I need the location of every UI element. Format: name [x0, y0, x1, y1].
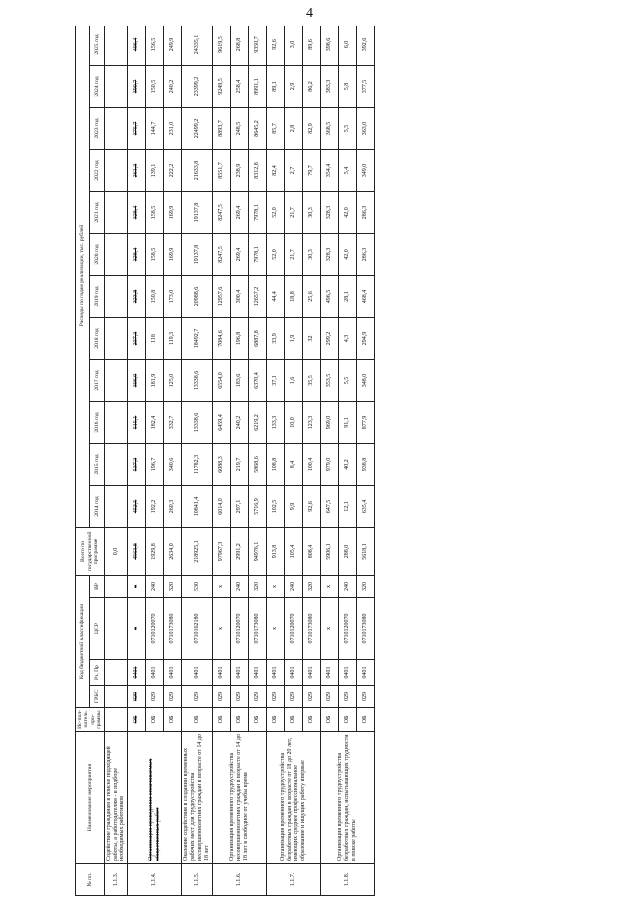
cell-total: 1929,8: [146, 528, 164, 576]
cell-year-value: 196,8: [230, 318, 248, 360]
cell-year-value: 468,4: [356, 276, 374, 318]
cell-year-value: 377,5: [356, 66, 374, 108]
cell-year-value: 86,2: [302, 66, 320, 108]
cell-executor: ОБ: [182, 708, 213, 732]
cell-year-value: 635,4: [356, 486, 374, 528]
budget-table: [75, 26, 375, 896]
cell-vr: x: [266, 576, 284, 598]
cell-year-value: 21633,8: [182, 150, 213, 192]
cell-year-value: 363,0: [356, 108, 374, 150]
cell-year-value: 6014,0: [212, 486, 230, 528]
cell-year-value: 300,4: [230, 276, 248, 318]
cell-grbs: 029: [146, 686, 164, 708]
cell-grbs: 029: [356, 686, 374, 708]
cell-year-value: 158,5: [146, 192, 164, 234]
row-name: Организация временного трудоустройства безработных граждан в возрасте от 18 до 20 лет, имеющих среднее профессиональное образование и ищущих работу впервые: [266, 732, 320, 864]
cell-total: 5906,1: [320, 528, 338, 576]
cell-executor: ОБ: [320, 708, 338, 732]
cell-year-value: 18492,7: [182, 318, 213, 360]
cell-year-value: 9249,5: [212, 66, 230, 108]
cell-year-value: [104, 486, 128, 528]
cell-year-value: 452,5: [128, 486, 146, 528]
cell-year-value: 268,8: [230, 26, 248, 66]
cell-total: 288,0: [338, 528, 356, 576]
cell-year-value: 297,1: [230, 486, 248, 528]
cell-year-value: 496,5: [320, 276, 338, 318]
cell-year-value: 12657,2: [248, 276, 266, 318]
cell-total: 218925,1: [182, 528, 213, 576]
cell-year-value: 6554,0: [212, 360, 230, 402]
cell-year-value: 5,4: [338, 150, 356, 192]
cell-year-value: 8991,1: [248, 66, 266, 108]
cell-year-value: 2,9: [284, 66, 302, 108]
cell-year-value: 19137,8: [182, 234, 213, 276]
cell-year-value: 10841,4: [182, 486, 213, 528]
table-row: [182, 26, 213, 896]
cell-year-value: 332,7: [164, 402, 182, 444]
cell-year-value: 30,3: [302, 192, 320, 234]
cell-year-value: 82,9: [302, 108, 320, 150]
cell-year-value: 196,7: [146, 444, 164, 486]
cell-year-value: [104, 276, 128, 318]
cell-year-value: 156,5: [146, 26, 164, 66]
cell-executor: ОБ: [284, 708, 302, 732]
cell-year-value: 100,4: [302, 444, 320, 486]
cell-year-value: 219,7: [230, 444, 248, 486]
header-executor: Ис-пол-нитель про-граммы: [76, 708, 105, 732]
cell-total: 97967,3: [212, 528, 230, 576]
cell-rz-pr: 0401: [212, 660, 230, 686]
cell-year-value: 24335,1: [182, 26, 213, 66]
cell-total: 2991,2: [230, 528, 248, 576]
cell-year-value: 8312,8: [248, 150, 266, 192]
row-number: 1.1.7.: [266, 864, 320, 896]
cell-csr: 0710173080: [356, 598, 374, 660]
header-year: 2016 год: [90, 402, 104, 444]
cell-csr: 0710173080: [302, 598, 320, 660]
cell-year-value: 375,7: [128, 108, 146, 150]
cell-year-value: 119,3: [164, 318, 182, 360]
cell-year-value: 139,1: [146, 150, 164, 192]
cell-year-value: 89,1: [266, 66, 284, 108]
cell-year-value: 353,5: [320, 360, 338, 402]
cell-grbs: 029: [320, 686, 338, 708]
cell-year-value: 6459,4: [212, 402, 230, 444]
cell-year-value: 5,8: [338, 66, 356, 108]
header-year: 2020 год: [90, 234, 104, 276]
cell-total: 808,4: [302, 528, 320, 576]
cell-year-value: 44,4: [266, 276, 284, 318]
cell-year-value: 3,0: [284, 26, 302, 66]
cell-year-value: 306,9: [128, 360, 146, 402]
cell-vr: 320: [164, 576, 182, 598]
cell-total: 5618,1: [356, 528, 374, 576]
cell-year-value: 5868,6: [248, 444, 266, 486]
row-number: 1.1.5.: [182, 864, 213, 896]
cell-year-value: 13338,6: [182, 402, 213, 444]
cell-year-value: [104, 318, 128, 360]
cell-rz-pr: 0401: [338, 660, 356, 686]
cell-year-value: 52,0: [266, 192, 284, 234]
cell-year-value: 40,2: [338, 444, 356, 486]
cell-year-value: 169,9: [164, 192, 182, 234]
header-year: 2023 год: [90, 108, 104, 150]
cell-total: 2634,0: [164, 528, 182, 576]
cell-year-value: 299,2: [320, 318, 338, 360]
cell-year-value: 37,1: [266, 360, 284, 402]
cell-year-value: [104, 108, 128, 150]
cell-year-value: 537,3: [128, 444, 146, 486]
cell-executor: ОБ: [266, 708, 284, 732]
cell-csr: 0710120070: [230, 598, 248, 660]
page-number: 4: [306, 6, 313, 21]
cell-year-value: 12957,6: [212, 276, 230, 318]
cell-csr: 0710162180: [182, 598, 213, 660]
cell-year-value: 392,6: [356, 26, 374, 66]
cell-rz-pr: 0401: [284, 660, 302, 686]
cell-grbs: 029: [302, 686, 320, 708]
cell-year-value: 328,4: [128, 192, 146, 234]
cell-year-value: 5716,9: [248, 486, 266, 528]
cell-total: 0,0: [104, 528, 128, 576]
cell-year-value: 249,9: [164, 26, 182, 66]
header-total: Всего по государственной программе: [76, 528, 105, 576]
cell-year-value: [104, 66, 128, 108]
cell-csr: x: [320, 598, 338, 660]
header-vr: ВР: [90, 576, 104, 598]
cell-year-value: 125,0: [164, 360, 182, 402]
cell-grbs: 029: [338, 686, 356, 708]
cell-executor: ОБ: [230, 708, 248, 732]
cell-total: 4563,8: [128, 528, 146, 576]
cell-year-value: [104, 234, 128, 276]
cell-year-value: 240,2: [230, 402, 248, 444]
cell-csr: x: [266, 598, 284, 660]
row-name: Содействие гражданам в поиске подходящей работы, а работодателям - в подборе необходимых работников: [104, 732, 128, 864]
cell-total: 913,8: [266, 528, 284, 576]
cell-year-value: 118: [146, 318, 164, 360]
header-expenses: Расходы по годам реализации, тыс. рублей: [76, 26, 90, 528]
cell-executor: ОБ: [128, 708, 146, 732]
cell-year-value: 260,3: [164, 486, 182, 528]
cell-year-value: 237,3: [128, 318, 146, 360]
cell-year-value: 969,0: [320, 402, 338, 444]
cell-year-value: 89,6: [302, 26, 320, 66]
cell-executor: ОБ: [248, 708, 266, 732]
cell-rz-pr: 0401: [182, 660, 213, 686]
cell-year-value: 2,8: [284, 108, 302, 150]
cell-executor: ОБ: [302, 708, 320, 732]
cell-year-value: 231,0: [164, 108, 182, 150]
cell-executor: [104, 708, 128, 732]
cell-executor: ОБ: [338, 708, 356, 732]
cell-vr: x: [128, 576, 146, 598]
header-rz-pr: Рз, Пр: [90, 660, 104, 686]
cell-year-value: 877,9: [356, 402, 374, 444]
cell-year-value: 192,2: [146, 486, 164, 528]
cell-executor: ОБ: [356, 708, 374, 732]
cell-grbs: 029: [266, 686, 284, 708]
cell-csr: 0710120070: [146, 598, 164, 660]
cell-year-value: 7084,6: [212, 318, 230, 360]
cell-vr: 320: [248, 576, 266, 598]
cell-year-value: 348,0: [356, 360, 374, 402]
cell-year-value: 6887,8: [248, 318, 266, 360]
cell-year-value: 286,3: [356, 192, 374, 234]
cell-year-value: 11782,3: [182, 444, 213, 486]
cell-rz-pr: 0401: [248, 660, 266, 686]
cell-year-value: 938,8: [356, 444, 374, 486]
cell-year-value: 144,7: [146, 108, 164, 150]
cell-year-value: 92,6: [302, 486, 320, 528]
cell-year-value: 2,7: [284, 150, 302, 192]
cell-year-value: 158,5: [146, 234, 164, 276]
cell-year-value: 368,5: [320, 108, 338, 150]
cell-csr: 0710120070: [338, 598, 356, 660]
cell-executor: ОБ: [212, 708, 230, 732]
cell-year-value: 33,9: [266, 318, 284, 360]
cell-year-value: [104, 444, 128, 486]
cell-year-value: 8247,5: [212, 192, 230, 234]
cell-year-value: 8551,7: [212, 150, 230, 192]
cell-grbs: 029: [128, 686, 146, 708]
cell-year-value: 398,6: [320, 26, 338, 66]
header-grbs: ГРБС: [90, 686, 104, 708]
cell-csr: 0710120070: [284, 598, 302, 660]
cell-year-value: 21,7: [284, 192, 302, 234]
cell-vr: 240: [284, 576, 302, 598]
cell-year-value: 28,1: [338, 276, 356, 318]
cell-year-value: 91,1: [338, 402, 356, 444]
cell-year-value: 32: [302, 318, 320, 360]
cell-year-value: 82,4: [266, 150, 284, 192]
row-number: 1.1.4.: [128, 864, 182, 896]
header-year: 2025 год: [90, 26, 104, 66]
cell-executor: ОБ: [146, 708, 164, 732]
table-row: [320, 26, 338, 896]
cell-year-value: 979,0: [320, 444, 338, 486]
cell-year-value: 123,3: [302, 402, 320, 444]
cell-rz-pr: 0401: [128, 660, 146, 686]
cell-year-value: [104, 192, 128, 234]
table-row: [128, 26, 146, 896]
cell-year-value: [104, 26, 128, 66]
cell-year-value: 4,3: [338, 318, 356, 360]
cell-executor: ОБ: [164, 708, 182, 732]
cell-year-value: 5,5: [338, 360, 356, 402]
table-row: [212, 26, 230, 896]
row-number: 1.1.8.: [320, 864, 374, 896]
header-year: 2018 год: [90, 318, 104, 360]
cell-year-value: 349,0: [356, 150, 374, 192]
cell-year-value: 269,4: [230, 192, 248, 234]
cell-year-value: 12,1: [338, 486, 356, 528]
cell-year-value: 181,9: [146, 360, 164, 402]
cell-year-value: 7978,1: [248, 192, 266, 234]
cell-rz-pr: 0401: [266, 660, 284, 686]
cell-year-value: 108,8: [266, 444, 284, 486]
cell-year-value: 6370,4: [248, 360, 266, 402]
cell-total: 94976,1: [248, 528, 266, 576]
cell-csr: [104, 598, 128, 660]
rotated-table-wrapper: [75, 26, 615, 896]
cell-year-value: 328,3: [320, 234, 338, 276]
cell-year-value: 25,6: [302, 276, 320, 318]
cell-year-value: 647,5: [320, 486, 338, 528]
cell-vr: 240: [230, 576, 248, 598]
cell-year-value: 30,3: [302, 234, 320, 276]
cell-year-value: 515,1: [128, 402, 146, 444]
cell-year-value: 10,0: [284, 402, 302, 444]
cell-grbs: 029: [284, 686, 302, 708]
cell-grbs: 029: [248, 686, 266, 708]
header-budget-code: Код бюджетной классификации: [76, 576, 90, 708]
cell-year-value: 42,0: [338, 234, 356, 276]
cell-vr: 240: [338, 576, 356, 598]
cell-vr: 320: [356, 576, 374, 598]
cell-year-value: 8645,2: [248, 108, 266, 150]
cell-year-value: 248,5: [230, 108, 248, 150]
cell-grbs: 029: [230, 686, 248, 708]
row-number: 1.1.3.: [104, 864, 128, 896]
cell-year-value: 258,4: [230, 66, 248, 108]
cell-year-value: 238,9: [230, 150, 248, 192]
cell-year-value: 85,7: [266, 108, 284, 150]
cell-year-value: 8247,5: [212, 234, 230, 276]
cell-year-value: 20988,6: [182, 276, 213, 318]
cell-year-value: 222,2: [164, 150, 182, 192]
header-num: № пп.: [76, 864, 105, 896]
cell-year-value: 240,2: [164, 66, 182, 108]
cell-year-value: 21,7: [284, 234, 302, 276]
cell-year-value: 102,5: [266, 486, 284, 528]
header-year: 2019 год: [90, 276, 104, 318]
cell-year-value: 173,0: [164, 276, 182, 318]
cell-year-value: 150,8: [146, 276, 164, 318]
cell-year-value: 9619,5: [212, 26, 230, 66]
cell-year-value: 5,5: [338, 108, 356, 150]
cell-grbs: 029: [182, 686, 213, 708]
cell-year-value: 8893,7: [212, 108, 230, 150]
cell-grbs: [104, 686, 128, 708]
cell-year-value: 92,6: [266, 26, 284, 66]
cell-year-value: 6219,2: [248, 402, 266, 444]
cell-vr: 530: [182, 576, 213, 598]
cell-year-value: 328,3: [320, 192, 338, 234]
cell-year-value: 383,3: [320, 66, 338, 108]
cell-vr: x: [212, 576, 230, 598]
cell-year-value: 183,6: [230, 360, 248, 402]
cell-rz-pr: 0401: [356, 660, 374, 686]
cell-year-value: 6,0: [338, 26, 356, 66]
row-name: Организация проведения оплачиваемых общественных работ: [128, 732, 182, 864]
cell-year-value: 6088,3: [212, 444, 230, 486]
cell-grbs: 029: [164, 686, 182, 708]
cell-year-value: 52,0: [266, 234, 284, 276]
cell-year-value: 323,8: [128, 276, 146, 318]
header-csr: ЦСР: [90, 598, 104, 660]
cell-year-value: 390,7: [128, 66, 146, 108]
cell-year-value: 35,5: [302, 360, 320, 402]
cell-vr: x: [320, 576, 338, 598]
cell-csr: x: [128, 598, 146, 660]
cell-total: 105,4: [284, 528, 302, 576]
cell-year-value: 340,6: [164, 444, 182, 486]
row-name: Организация временного трудоустройства несовершеннолетних граждан в возрасте от 14 до 18 лет в свободное от учебы время: [212, 732, 266, 864]
cell-vr: 320: [302, 576, 320, 598]
cell-year-value: 79,7: [302, 150, 320, 192]
cell-year-value: 269,4: [230, 234, 248, 276]
cell-rz-pr: 0401: [230, 660, 248, 686]
row-number: 1.1.6.: [212, 864, 266, 896]
header-year: 2015 год: [90, 444, 104, 486]
header-year: 2014 год: [90, 486, 104, 528]
cell-year-value: 42,0: [338, 192, 356, 234]
table-row: [104, 26, 128, 896]
cell-vr: [104, 576, 128, 598]
cell-rz-pr: [104, 660, 128, 686]
cell-rz-pr: 0401: [164, 660, 182, 686]
cell-year-value: 294,9: [356, 318, 374, 360]
header-year: 2021 год: [90, 192, 104, 234]
cell-csr: x: [212, 598, 230, 660]
cell-year-value: 18,8: [284, 276, 302, 318]
cell-year-value: 286,3: [356, 234, 374, 276]
row-name: Организация временного трудоустройства безработных граждан, испытывающих трудности в поиске работы: [320, 732, 374, 864]
cell-year-value: 19137,8: [182, 192, 213, 234]
cell-year-value: 406,4: [128, 26, 146, 66]
cell-rz-pr: 0401: [302, 660, 320, 686]
cell-year-value: [104, 150, 128, 192]
cell-year-value: 169,9: [164, 234, 182, 276]
cell-year-value: [104, 360, 128, 402]
header-name: Наименование мероприятия: [76, 732, 105, 864]
cell-rz-pr: 0401: [146, 660, 164, 686]
row-name: Оказание содействия в создании временных рабочих мест для трудоустройства несовершеннолетних граждан в возрасте от 14 до 18 лет: [182, 732, 213, 864]
cell-year-value: 1,9: [284, 318, 302, 360]
cell-year-value: 23399,2: [182, 66, 213, 108]
cell-year-value: 7978,1: [248, 234, 266, 276]
cell-rz-pr: 0401: [320, 660, 338, 686]
table-row: [266, 26, 284, 896]
cell-year-value: 354,4: [320, 150, 338, 192]
rotated-table-content: [75, 26, 615, 896]
cell-vr: 240: [146, 576, 164, 598]
cell-year-value: 1,6: [284, 360, 302, 402]
header-year: 2022 год: [90, 150, 104, 192]
cell-year-value: 22499,2: [182, 108, 213, 150]
cell-year-value: 261,3: [128, 150, 146, 192]
cell-year-value: 8,4: [284, 444, 302, 486]
cell-year-value: 150,5: [146, 66, 164, 108]
cell-year-value: [104, 402, 128, 444]
header-year: 2024 год: [90, 66, 104, 108]
cell-csr: 0710173080: [164, 598, 182, 660]
header-year: 2017 год: [90, 360, 104, 402]
cell-year-value: 328,4: [128, 234, 146, 276]
cell-csr: 0710173080: [248, 598, 266, 660]
cell-year-value: 9350,7: [248, 26, 266, 66]
cell-year-value: 9,9: [284, 486, 302, 528]
cell-year-value: 133,3: [266, 402, 284, 444]
cell-year-value: 182,4: [146, 402, 164, 444]
cell-year-value: 13338,6: [182, 360, 213, 402]
cell-grbs: 029: [212, 686, 230, 708]
